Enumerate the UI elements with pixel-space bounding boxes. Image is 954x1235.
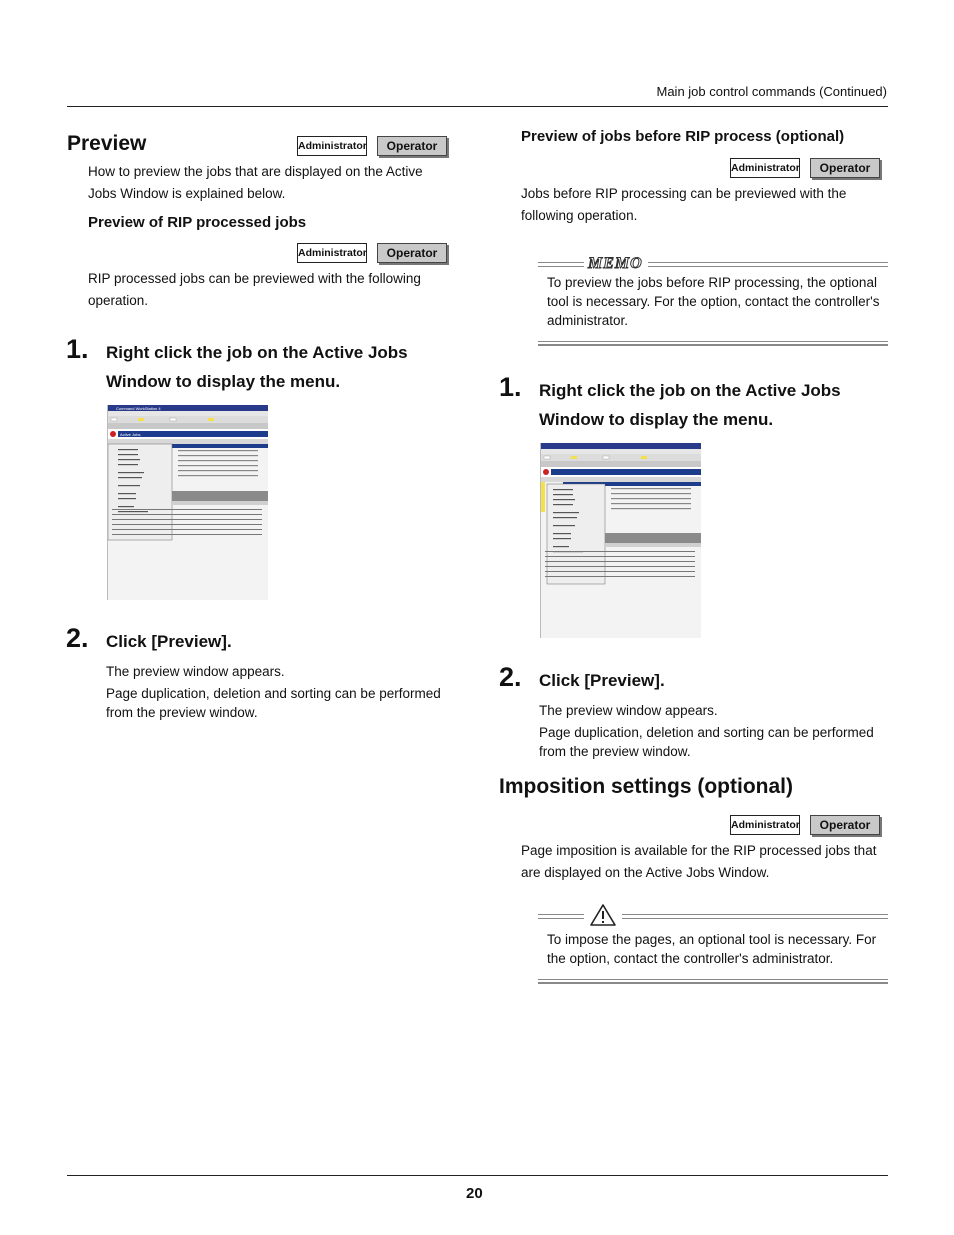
warning-icon: [589, 903, 617, 927]
step-2-text: Click [Preview].: [106, 632, 232, 651]
administrator-badge: Administrator: [297, 243, 367, 263]
step-2-number: 2.: [66, 623, 89, 653]
page-number: 20: [466, 1185, 483, 1202]
step-2-note-2: Page duplication, deletion and sorting can be performed from the preview window.: [106, 686, 441, 720]
step-1-text: Right click the job on the Active Jobs Window to display the menu.: [539, 381, 841, 429]
memo-rule-left: [538, 262, 584, 267]
preview-intro: How to preview the jobs that are displayed on the Active Jobs Window is explained below.: [88, 164, 423, 201]
administrator-badge: Administrator: [730, 158, 800, 178]
step-2-note-2: Page duplication, deletion and sorting can be performed from the preview window.: [539, 725, 874, 759]
caution-rule-right: [622, 914, 888, 919]
operator-badge: Operator: [810, 815, 880, 835]
administrator-badge: Administrator: [730, 815, 800, 835]
administrator-badge: Administrator: [297, 136, 367, 156]
header-rule: [67, 106, 888, 107]
step-2-note-1: The preview window appears.: [539, 703, 718, 718]
step-1-number: 1.: [499, 372, 522, 402]
before-rip-subtitle: Preview of jobs before RIP process (optional): [521, 128, 845, 145]
step-2-note-1: The preview window appears.: [106, 664, 285, 679]
footer-rule: [67, 1175, 888, 1176]
running-header: Main job control commands (Continued): [656, 84, 887, 99]
memo-rule-bottom: [538, 341, 888, 346]
app-title: Command WorkStation 4: [116, 406, 161, 411]
preview-title: Preview: [67, 132, 147, 155]
memo-label: MEMO: [588, 255, 643, 272]
caution-rule-bottom: [538, 979, 888, 984]
operator-badge: Operator: [810, 158, 880, 178]
memo-text: To preview the jobs before RIP processing, the optional tool is necessary. For the option, contact the controller's administrator.: [547, 275, 880, 328]
caution-text: To impose the pages, an optional tool is necessary. For the option, contact the controller's administrator.: [547, 932, 877, 966]
memo-rule-right: [648, 262, 888, 267]
operator-badge: Operator: [377, 136, 447, 156]
active-jobs-screenshot: [107, 405, 268, 600]
imposition-title: Imposition settings (optional): [499, 775, 793, 798]
step-2-text: Click [Preview].: [539, 671, 665, 690]
rip-processed-desc: RIP processed jobs can be previewed with the following operation.: [88, 271, 421, 308]
step-1-text: Right click the job on the Active Jobs Window to display the menu.: [106, 343, 408, 391]
panel-title: Active Jobs: [120, 432, 141, 437]
active-jobs-screenshot: [540, 443, 701, 638]
before-rip-desc: Jobs before RIP processing can be previewed with the following operation.: [521, 186, 847, 223]
imposition-desc: Page imposition is available for the RIP processed jobs that are displayed on the Active Jobs Window.: [521, 843, 877, 880]
rip-processed-subtitle: Preview of RIP processed jobs: [88, 214, 307, 231]
operator-badge: Operator: [377, 243, 447, 263]
caution-rule-left: [538, 914, 584, 919]
step-2-number: 2.: [499, 662, 522, 692]
step-1-number: 1.: [66, 334, 89, 364]
